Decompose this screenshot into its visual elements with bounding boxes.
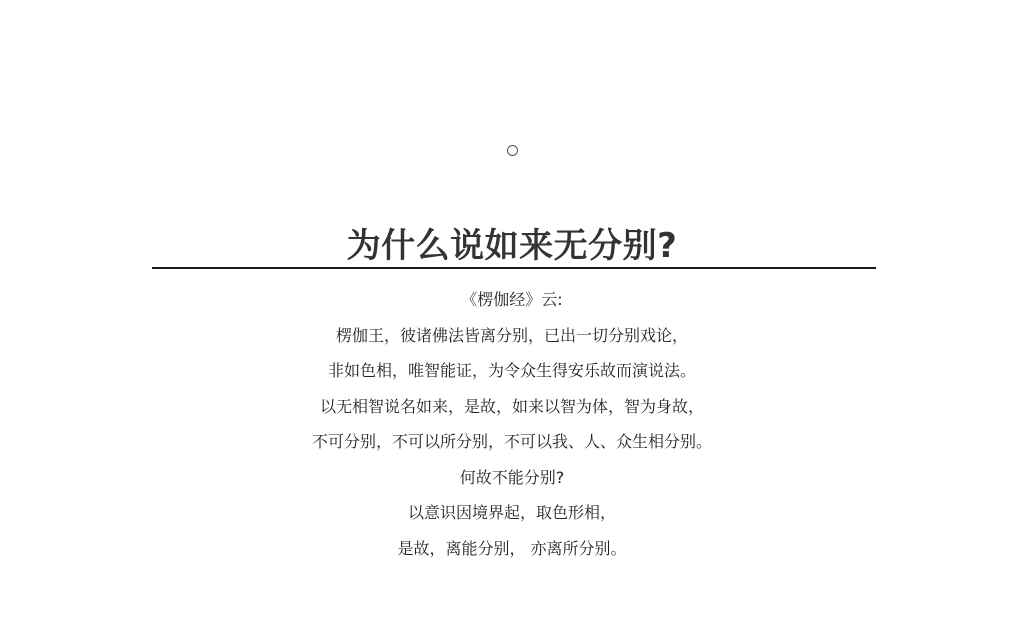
verse-line-question: 何故不能分别? [459, 467, 565, 487]
verse-line: 不可分别，不可以所分别，不可以我、人、众生相分别。 [311, 432, 712, 451]
verse-line: 是故，离能分别， 亦离所分别。 [397, 538, 627, 558]
verse-line: 以无相智说名如来，是故，如来以智为体，智为身故， [319, 396, 704, 416]
title-divider [152, 267, 876, 269]
article-title: 为什么说如来无分别? [346, 225, 678, 266]
verse-line: 以意识因境界起，取色形相， [407, 503, 616, 522]
verse-line-source: 《楞伽经》云: [461, 290, 563, 309]
verse-line: 楞伽王，彼诸佛法皆离分别，已出一切分别戏论， [335, 325, 688, 345]
verse-line: 非如色相，唯智能证，为令众生得安乐故而演说法。 [327, 361, 696, 380]
verse-block [0, 282, 1024, 566]
circle-icon [507, 145, 518, 156]
